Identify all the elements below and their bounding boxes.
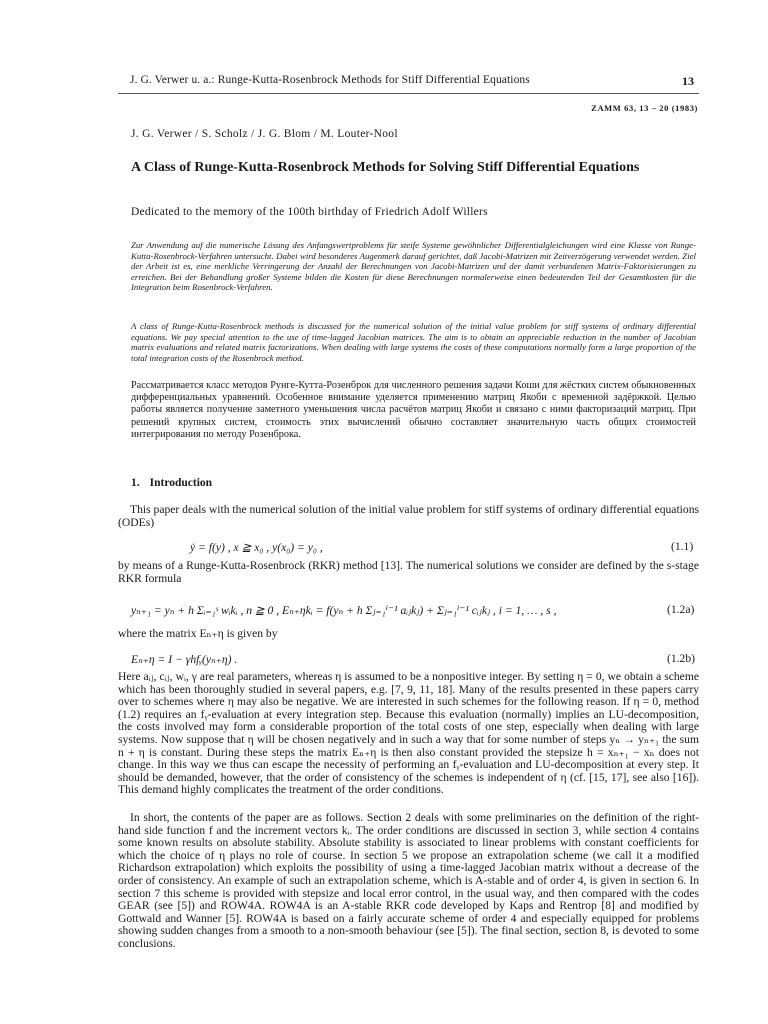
equation-1-2a: yₙ₊₁ = yₙ + h Σᵢ₌₁ˢ wᵢkᵢ , n ≧ 0 , Eₙ₊ηkᵢ = f(yₙ + h Σⱼ₌₁ⁱ⁻¹ aᵢⱼkⱼ) + Σⱼ₌₁ⁱ⁻¹ cᵢⱼkⱼ , i = 1, … , s , [131,604,557,617]
header-rule [118,93,699,94]
author-list: J. G. Verwer / S. Scholz / J. G. Blom / M. Louter-Nool [131,128,398,140]
section-title: Introduction [149,477,213,489]
dedication: Dedicated to the memory of the 100th birthday of Friedrich Adolf Willers [131,206,488,218]
running-head: J. G. Verwer u. a.: Runge-Kutta-Rosenbrock Methods for Stiff Differential Equations [130,74,530,86]
equation-1-1: ẏ = f(y) , x ≧ x₀ , y(x₀) = y₀ , [190,541,323,554]
section-number: 1. [131,477,140,489]
section-heading [131,477,212,489]
equation-1-2b: Eₙ₊η = I − γhfᵧ(yₙ₊η) . [131,653,238,666]
paragraph: by means of a Runge-Kutta-Rosenbrock (RKR) method [13]. The numerical solutions we consider are defined by the s-stage RKR formula [118,559,699,585]
paragraph: In short, the contents of the paper are as follows. Section 2 deals with some preliminaries on the definition of the right-hand side function f and the increment vectors kᵢ. The order conditions are discussed in section 3, while section 4 contains some known results on absolute stability. Absolute stability is associated to linear problems with constant coefficients for which the choice of η plays no role of course. In section 5 we propose an extrapolation scheme (we call it a modified Richardson extrapolation) which exploits the possibility of using a time-lagged Jacobian matrix without a decrease of the order of consistency. An example of such an extrapolation scheme, which is A-stable and of order 4, is given in section 6. In section 7 this scheme is provided with stepsize and local error control, in the usual way, and then compared with the codes GEAR (see [5]) and ROW4A. ROW4A is an A-stable RKR code developed by Kaps and Rentrop [8] and modified by Gottwald and Wanner [5]. ROW4A is based on a fairly accurate scheme of order 4 and especially equipped for problems showing sudden changes from a smooth to a non-smooth behaviour (see [5]). The final section, section 8, is devoted to some conclusions. [118,811,699,950]
abstract-english: A class of Runge-Kutta-Rosenbrock methods is discussed for the numerical solution of the initial value problem for stiff systems of ordinary differential equations. We pay special attention to the use of time-lagged Jacobian matrices. The aim is to obtain an appreciable reduction in the number of Jacobian matrix evaluations and related matrix factorizations. When dealing with large systems the costs of these computations normally form a large proportion of the total integration costs of the Rosenbrock method. [131,321,696,363]
journal-reference: ZAMM 63, 13 – 20 (1983) [591,103,698,113]
abstract-russian: Рассматривается класс методов Рунге-Кутта-Розенброк для численного решения задачи Коши для жёстких систем обыкновенных дифференциальных уравнений. Особенное внимание уделяется применению матриц Якоби с временной задёржкой. Целью работы является получение заметного уменьшения числа расчётов матриц Якоби и связано с ними факторизаций матриц. При решений крупных систем, стоимость этих вычислений обычно составляет значительную часть общих стоимостей интегрирования по методу Розенброка. [131,380,696,440]
equation-number: (1.2a) [667,603,695,616]
abstract-german: Zur Anwendung auf die numerische Lösung des Anfangswertproblems für steife Systeme gewöhnlicher Differentialgleichungen wird eine Klasse von Runge-Kutta-Rosenbrock-Verfahren untersucht. Dabei wird besonderes Augenmerk darauf gerichtet, daß Jacobi-Matrizen mit Zeitverzögerung verwendet werden. Ziel der Arbeit ist es, eine merkliche Verringerung der Anzahl der Berechnungen von Jacobi-Matrizen und der damit verbundenen Matrix-Faktorisierungen zu erreichen. Bei der Behandlung großer Systeme bilden die Kosten für diese Berechnungen normalerweise einen bedeutenden Teil der Gesamtkosten für die Integration beim Rosenbrock-Verfahren. [131,240,696,293]
page-number: 13 [682,74,694,88]
paragraph: Here aᵢⱼ, cᵢⱼ, wᵢ, γ are real parameters, whereas η is assumed to be a nonpositive integer. By setting η = 0, we obtain a scheme which has been thoroughly studied in several papers, e.g. [7, 9, 11, 18]. Many of the results presented in these papers carry over to schemes where η may also be negative. We are interested in such schemes for the following reason. If η = 0, method (1.2) requires an fᵧ-evaluation at every integration step. Because this evaluation (normally) implies an LU-decomposition, the costs involved may form a considerable proportion of the total costs of one step, especially when dealing with large systems. Now suppose that η will be chosen negatively and in such a way that for some number of steps yₙ → yₙ₊₁ the sum n + η is constant. During these steps the matrix Eₙ₊η is then also constant provided the stepsize h = xₙ₊₁ − xₙ does not change. In this way we thus can escape the necessity of performing an fᵧ-evaluation and LU-decomposition at every step. It should be demanded, however, that the order of consistency of the schemes is independent of η (cf. [15, 17], see also [16]). This demand highly complicates the treatment of the order conditions. [118,670,699,797]
equation-number: (1.2b) [667,652,696,665]
paragraph: where the matrix Eₙ₊η is given by [118,627,278,640]
article-title: A Class of Runge-Kutta-Rosenbrock Methods for Solving Stiff Differential Equations [131,160,640,175]
equation-number: (1.1) [671,540,694,553]
paragraph: This paper deals with the numerical solution of the initial value problem for stiff systems of ordinary differential equations (ODEs) [118,503,699,529]
